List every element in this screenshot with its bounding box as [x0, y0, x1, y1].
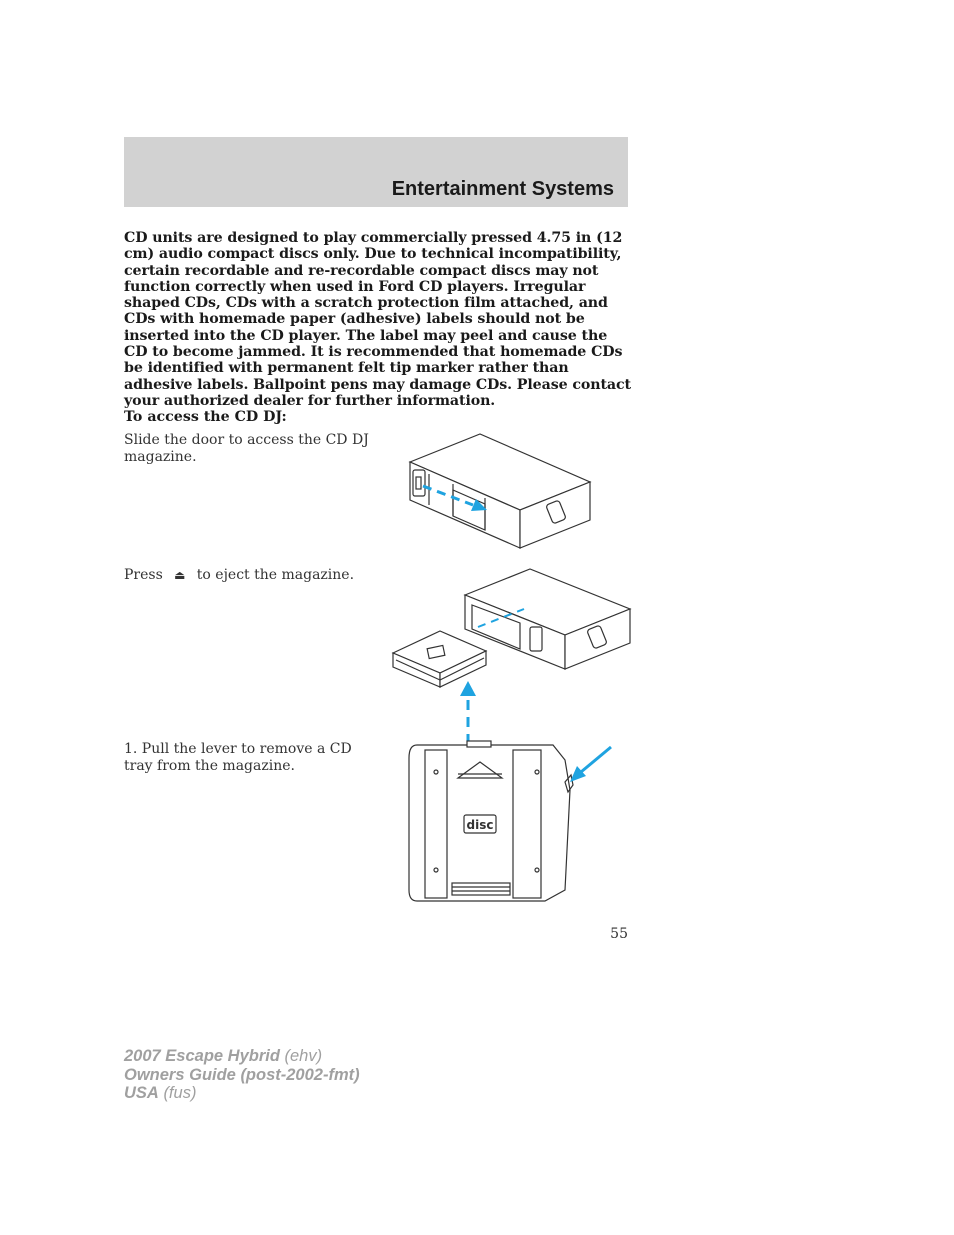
footer-guide: Owners Guide (post-2002-fmt) [124, 1065, 360, 1084]
document-footer [124, 1047, 360, 1103]
magazine-disc-label: disc [466, 818, 494, 832]
step-eject-suffix: to eject the magazine. [196, 567, 355, 583]
footer-market: USA [124, 1084, 159, 1102]
footer-model: 2007 Escape Hybrid [124, 1047, 280, 1065]
footer-line-1 [124, 1047, 360, 1066]
step-slide-door: Slide the door to access the CD DJ magazine. [124, 432, 369, 465]
magazine-lever-illustration [405, 740, 615, 905]
section-header-band [124, 137, 628, 207]
footer-line-3 [124, 1084, 360, 1103]
footer-model-code: (ehv) [284, 1047, 323, 1065]
cd-changer-door-illustration [405, 430, 595, 552]
footer-market-code: (fus) [163, 1084, 197, 1102]
cd-warning-paragraph: CD units are designed to play commercially pressed 4.75 in (12 cm) audio compact discs only. Due to technical incompatibility, certain recordable and re-recordable compact discs may not function correctly when used in Ford CD players. Irregular shaped CDs, CDs with a scratch protection film attached, and CDs with homemade paper (adhesive) labels should not be inserted into the CD player. The label may peel and cause the CD to become jammed. It is recommended that homemade CDs be identified with permanent felt tip marker rather than adhesive labels. Ballpoint pens may damage CDs. Please contact your authorized dealer for further information. [124, 230, 631, 409]
step-eject-magazine [124, 567, 384, 584]
step-eject-prefix: Press [124, 567, 163, 583]
section-title: Entertainment Systems [391, 178, 614, 200]
footer-line-2 [124, 1066, 360, 1085]
step-pull-lever: 1. Pull the lever to remove a CD tray from the magazine. [124, 741, 352, 774]
eject-icon: ⏏ [174, 568, 186, 582]
cd-dj-access-heading: To access the CD DJ: [124, 409, 287, 425]
magazine-eject-illustration [390, 565, 635, 765]
page-number: 55 [610, 926, 628, 942]
